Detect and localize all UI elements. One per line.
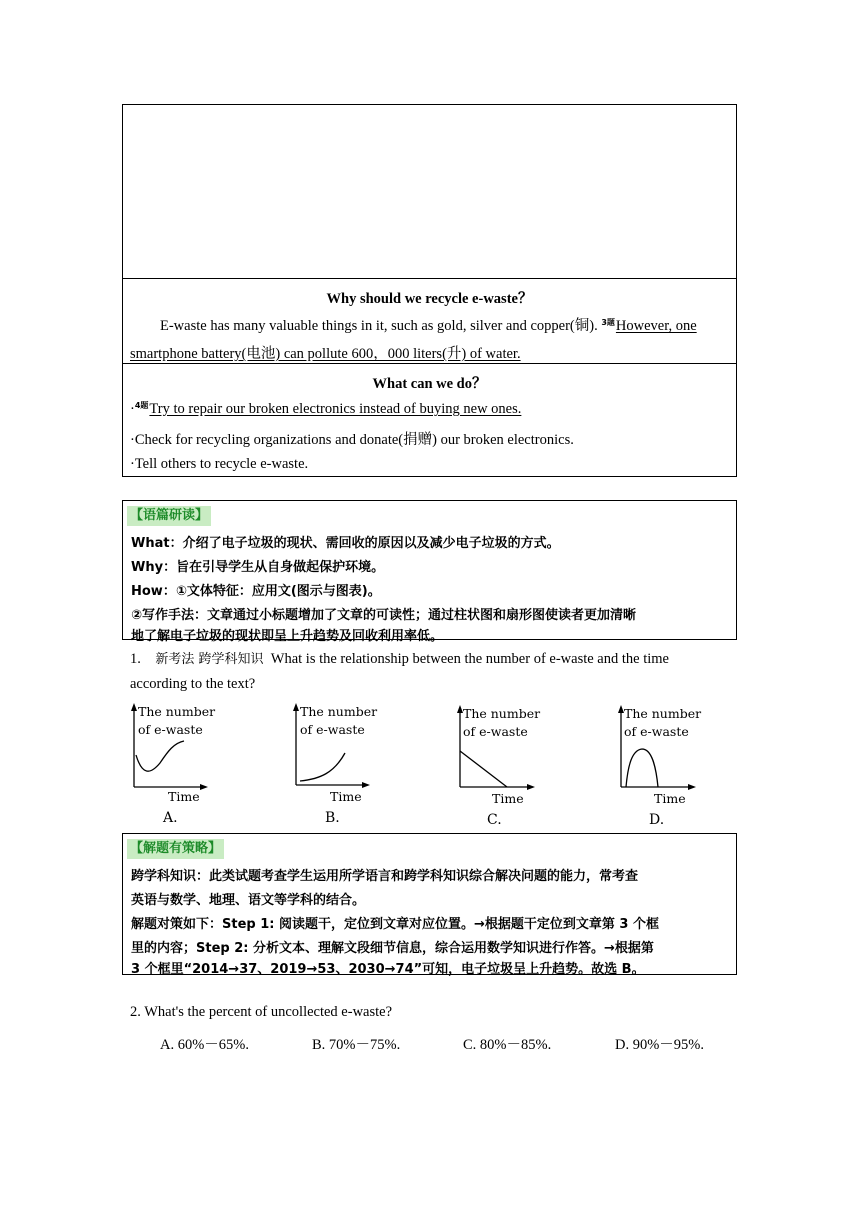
strategy-line1: 跨学科知识：此类试题考查学生运用所学语言和跨学科知识综合解决问题的能力，常考查 (131, 869, 639, 884)
graph-d-curve (626, 749, 658, 787)
strategy-box (122, 833, 737, 975)
q2-question: 2. What's the percent of uncollected e-waste? (130, 1004, 393, 1020)
what-heading: What can we do？ (372, 376, 487, 392)
q2-option-b[interactable]: B. 70%－75%. (312, 1037, 401, 1053)
question-3-marker: 3题 (601, 318, 615, 327)
what-section (123, 363, 736, 478)
question-4-marker: 4题 (134, 401, 149, 410)
graph-a-plot (128, 703, 238, 833)
graph-c-letter: C. (487, 812, 502, 828)
strategy-line2: 英语与数学、地理、语文等学科的结合。 (131, 893, 366, 908)
graph-d-xlabel: Time (654, 791, 686, 806)
graph-c-ylabel-1: The number (463, 706, 541, 721)
what-item-1: ·$^{4题}$Try to repair our broken electronics instead of buying new ones. (130, 401, 522, 417)
strategy-line5: 3 个框里“2014→37、2019→53、2030→74”可知，电子垃圾呈上升趋势。故选 B。 (131, 962, 645, 977)
graph-d-ylabel-2: of e-waste (624, 724, 689, 739)
graph-c-ylabel-2: of e-waste (463, 724, 528, 739)
graph-b-plot (290, 703, 400, 833)
analysis-how2-line2: 地了解电子垃圾的现状即呈上升趋势及回收利用率低。 (131, 629, 444, 644)
graph-d-plot (616, 705, 726, 835)
graph-c-line (460, 751, 507, 787)
graph-a-ylabel-1: The number (138, 704, 216, 719)
graph-a-ylabel-2: of e-waste (138, 722, 203, 737)
why-line1: E-waste has many valuable things in it, such as gold, silver and copper(铜). $^{3题}$However, one (160, 318, 697, 334)
strategy-tag: 【解题有策略】 (127, 839, 224, 859)
graph-a-letter: A. (163, 810, 178, 826)
what-item-3: ·Tell others to recycle e-waste. (130, 456, 309, 472)
what-item-2: ·Check for recycling organizations and donate(捐赠) our broken electronics. (130, 432, 574, 448)
analysis-how2-line1: ②写作手法：文章通过小标题增加了文章的可读性；通过柱状图和扇形图使读者更加清晰 (131, 608, 637, 623)
graph-c-xlabel: Time (492, 791, 524, 806)
analysis-box (122, 500, 737, 644)
q1-line1: 1. 新考法 跨学科知识 What is the relationship between the number of e-waste and the time (130, 651, 669, 667)
q2-option-c[interactable]: C. 80%－85%. (463, 1037, 552, 1053)
why-section (123, 278, 736, 364)
q1-line2: according to the text? (130, 676, 256, 692)
strategy-line3: 解题对策如下：Step 1: 阅读题干，定位到文章对应位置。→根据题干定位到文章第 3 个框 (131, 917, 659, 932)
graph-b-ylabel-2: of e-waste (300, 722, 365, 737)
q1-tags: 新考法 跨学科知识 (155, 652, 264, 667)
graph-d-letter: D. (649, 812, 665, 828)
analysis-how: How：①文体特征：应用文(图示与图表)。 (131, 584, 381, 599)
analysis-tag: 【语篇研读】 (127, 506, 211, 526)
article-table (122, 104, 737, 477)
q2-option-a[interactable]: A. 60%－65%. (160, 1037, 250, 1053)
graph-b-curve (300, 753, 345, 781)
graph-c-plot (455, 705, 565, 835)
graph-a-curve (136, 741, 184, 771)
graph-a[interactable] (128, 703, 238, 833)
graph-d-ylabel-1: The number (624, 706, 702, 721)
q2-option-d[interactable]: D. 90%－95%. (615, 1037, 705, 1053)
why-line2: smartphone battery(电池) can pollute 600，000 liters(升) of water. (130, 346, 521, 362)
graph-b[interactable] (290, 703, 400, 833)
graph-a-xlabel: Time (168, 789, 200, 804)
graph-c[interactable] (455, 705, 565, 835)
why-heading: Why should we recycle e-waste？ (326, 291, 533, 307)
graph-b-letter: B. (325, 810, 340, 826)
why-line1-underlined: However, one (615, 318, 697, 334)
graph-b-xlabel: Time (330, 789, 362, 804)
strategy-line4: 里的内容；Step 2: 分析文本、理解文段细节信息，综合运用数学知识进行作答。→根据第 (131, 941, 654, 956)
analysis-why: Why：旨在引导学生从自身做起保护环境。 (131, 560, 385, 575)
graph-d[interactable] (616, 705, 726, 835)
graph-b-ylabel-1: The number (300, 704, 378, 719)
analysis-what: What：介绍了电子垃圾的现状、需回收的原因以及减少电子垃圾的方式。 (131, 536, 560, 551)
